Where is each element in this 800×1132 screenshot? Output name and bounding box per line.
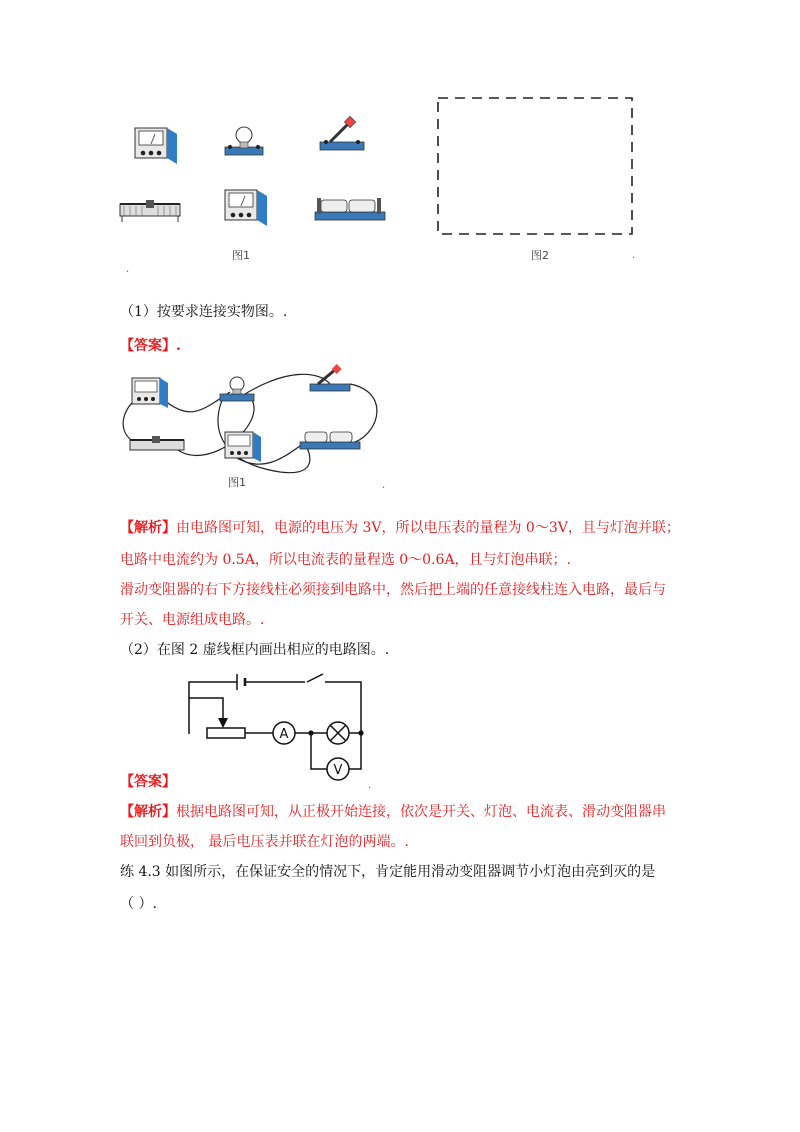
rheostat-device	[120, 200, 180, 222]
q2-prompt: （2）在图 2 虚线框内画出相应的电路图。.	[120, 642, 390, 658]
q2-meter-a: A	[279, 727, 289, 742]
bulb-device	[225, 127, 263, 155]
exercise-line-2: （ ）.	[120, 896, 157, 912]
q1-analysis-line-3: 滑动变阻器的右下方接线柱必须接到电路中，然后把上端的任意接线柱连入电路，最后与	[120, 582, 666, 598]
voltmeter-device	[225, 190, 267, 226]
figure-1-equipment	[115, 110, 395, 240]
q1-answer-label: 【答案】.	[120, 338, 181, 354]
q2-analysis-line-1	[120, 802, 666, 822]
q1-answer-figure-dot: .	[382, 480, 386, 491]
q1-analysis-line-4: 开关、电源组成电路。.	[120, 612, 265, 628]
figure-2-caption: 图2	[531, 249, 549, 262]
exercise-line-1: 练 4.3 如图所示，在保证安全的情况下，肯定能用滑动变阻器调节小灯泡由亮到灭的是	[120, 864, 656, 880]
q2-answer-label: 【答案】	[120, 774, 176, 790]
figure-1-caption: 图1	[232, 249, 250, 262]
q2-meter-v: V	[333, 763, 343, 778]
q2-analysis-line-2: 联回到负极， 最后电压表并联在灯泡的两端。.	[120, 834, 409, 850]
figure-top-dot-left: .	[126, 264, 130, 275]
switch-device	[320, 116, 364, 150]
q2-circuit-diagram	[185, 668, 375, 788]
q1-answer-figure	[120, 362, 390, 487]
q1-analysis-line-1	[120, 518, 680, 538]
q1-analysis-text-1: 由电路图可知，电源的电压为 3V，所以电压表的量程为 0～3V，且与灯泡并联；	[176, 520, 680, 536]
q1-analysis-label: 【解析】	[120, 520, 176, 536]
q1-prompt: （1）按要求连接实物图。.	[120, 304, 288, 320]
battery-device	[315, 198, 385, 220]
figure-2-dot: .	[632, 250, 636, 261]
q1-answer-figure-caption: 图1	[228, 476, 246, 489]
q2-circuit-dot: .	[368, 780, 372, 791]
q2-analysis-label: 【解析】	[120, 804, 176, 820]
q1-analysis-line-2: 电路中电流约为 0.5A，所以电流表的量程选 0～0.6A，且与灯泡串联；.	[120, 552, 572, 568]
figure-2-dashed-box	[436, 96, 636, 238]
ammeter-device	[135, 128, 177, 164]
q2-analysis-text-1: 根据电路图可知，从正极开始连接，依次是开关、灯泡、电流表、滑动变阻器串	[176, 804, 666, 820]
